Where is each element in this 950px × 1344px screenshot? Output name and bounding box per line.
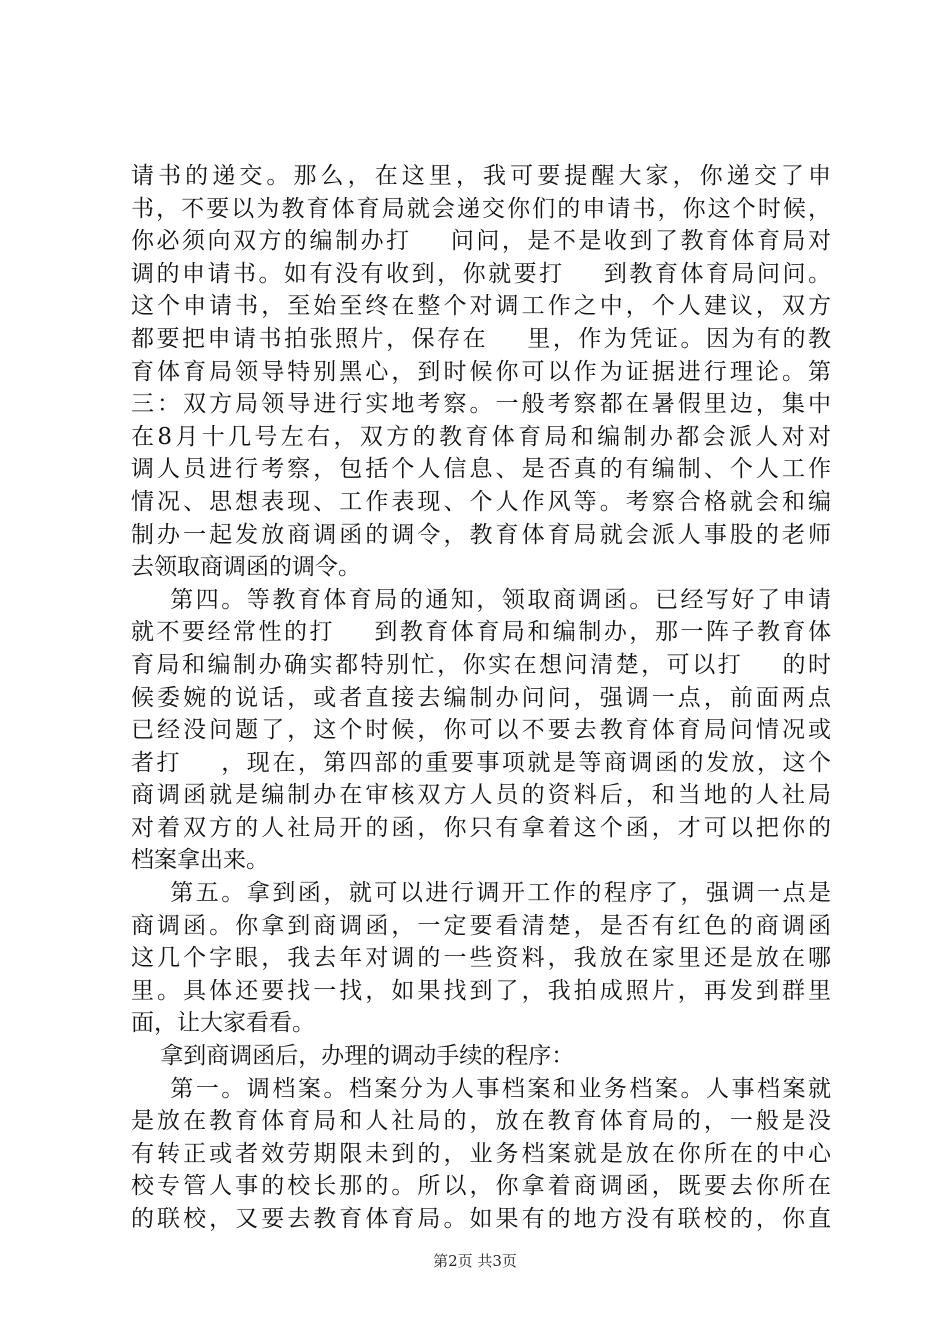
- text-line: 制办一起发放商调函的调令，教育体育局就会派人事股的老师: [131, 521, 831, 548]
- text-line: 第五。拿到函，就可以进行调开工作的程序了，强调一点是: [131, 880, 831, 907]
- text-line: 已经没问题了，这个时候，你可以不要去教育体育局问情况或: [131, 717, 831, 744]
- text-line: 这几个字眼，我去年对调的一些资料，我放在家里还是放在哪: [131, 945, 831, 972]
- text-line: 育体育局领导特别黑心，到时候你可以作为证据进行理论。第: [131, 358, 831, 385]
- text-line: 商调函就是编制办在审核双方人员的资料后，和当地的人社局: [131, 782, 831, 809]
- text-line: 商调函。你拿到商调函，一定要看清楚，是否有红色的商调函: [131, 912, 831, 939]
- text-line: 校专管人事的校长那的。所以，你拿着商调函，既要去你所在: [131, 1173, 831, 1200]
- text-line: 育局和编制办确实都特别忙，你实在想问清楚，可以打 的时: [131, 651, 831, 678]
- text-line: 者打 ，现在，第四部的重要事项就是等商调函的发放，这个: [131, 749, 831, 776]
- document-body: [131, 160, 831, 1236]
- text-line: 这个申请书，至始至终在整个对调工作之中，个人建议，双方: [131, 293, 831, 320]
- text-line: 在8月十几号左右，双方的教育体育局和编制办都会派人对对: [131, 423, 831, 450]
- text-line: 第一。调档案。档案分为人事档案和业务档案。人事档案就: [131, 1075, 831, 1102]
- text-line: 对着双方的人社局开的函，你只有拿着这个函，才可以把你的: [131, 814, 831, 841]
- text-line: 就不要经常性的打 到教育体育局和编制办，那一阵子教育体: [131, 619, 831, 646]
- text-line: 书，不要以为教育体育局就会递交你们的申请书，你这个时候，: [131, 195, 831, 222]
- text-line: 都要把申请书拍张照片，保存在 里，作为凭证。因为有的教: [131, 325, 831, 352]
- text-line: 调人员进行考察，包括个人信息、是否真的有编制、个人工作: [131, 456, 831, 483]
- text-line: 拿到商调函后，办理的调动手续的程序：: [131, 1043, 575, 1070]
- text-line: 调的申请书。如有没有收到，你就要打 到教育体育局问问。: [131, 260, 831, 287]
- text-line: 你必须向双方的编制办打 问问，是不是收到了教育体育局对: [131, 228, 831, 255]
- text-line: 情况、思想表现、工作表现、个人作风等。考察合格就会和编: [131, 488, 831, 515]
- text-line: 里。具体还要找一找，如果找到了，我拍成照片，再发到群里: [131, 977, 831, 1004]
- text-line: 第四。等教育体育局的通知，领取商调函。已经写好了申请: [131, 586, 831, 613]
- text-line: 请书的递交。那么，在这里，我可要提醒大家，你递交了申: [131, 163, 831, 189]
- text-line: 候委婉的说话，或者直接去编制办问问，强调一点，前面两点: [131, 684, 831, 711]
- text-line: 三：双方局领导进行实地考察。一般考察都在暑假里边，集中: [131, 391, 831, 418]
- page-footer: 第2页 共3页: [433, 1252, 517, 1270]
- text-line: 是放在教育体育局和人社局的，放在教育体育局的，一般是没: [131, 1108, 831, 1135]
- text-line: 去领取商调函的调令。: [131, 554, 361, 581]
- text-line: 面，让大家看看。: [131, 1010, 315, 1037]
- text-line: 档案拿出来。: [131, 847, 269, 874]
- text-line: 有转正或者效劳期限未到的，业务档案就是放在你所在的中心: [131, 1140, 831, 1167]
- text-line: 的联校，又要去教育体育局。如果有的地方没有联校的，你直: [131, 1206, 831, 1232]
